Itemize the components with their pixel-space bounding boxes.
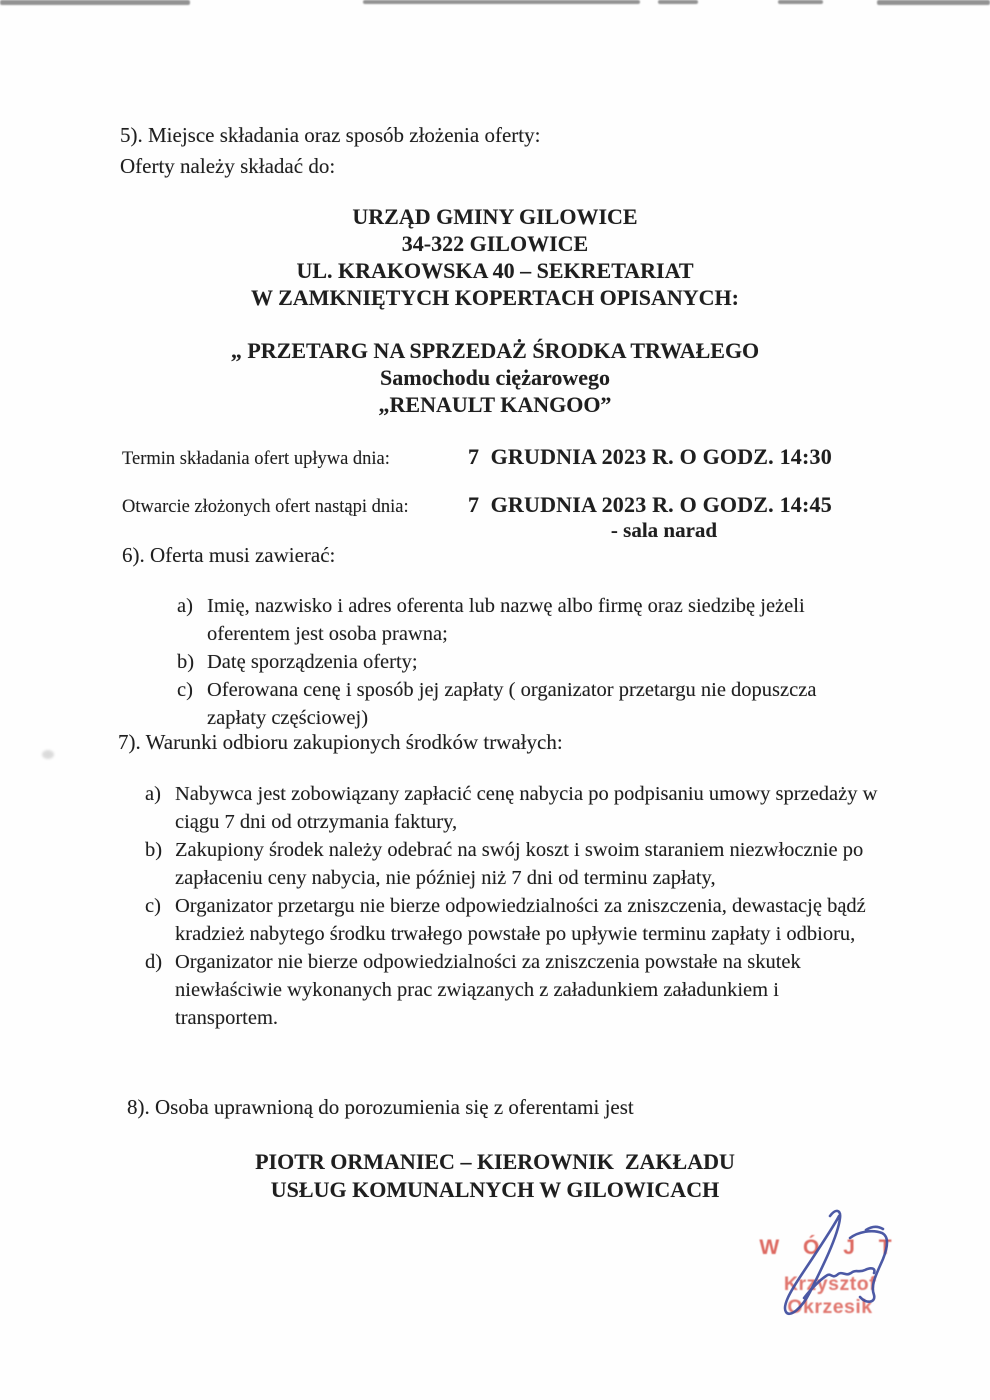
list-text: Zakupiony środek należy odebrać na swój koszt i swoim staraniem niezwłocznie po zapłaceniu ceny nabycia, nie później niż 7 dni od terminu zapłaty, bbox=[175, 839, 864, 889]
list-item bbox=[177, 648, 879, 676]
list-item bbox=[177, 676, 879, 732]
contact-person-org: USŁUG KOMUNALNYCH W GILOWICACH bbox=[270, 1177, 720, 1202]
section5-heading: 5). Miejsce składania oraz sposób złożenia oferty: bbox=[120, 123, 541, 147]
list-item bbox=[177, 592, 879, 648]
office-address-block bbox=[0, 203, 990, 311]
submission-deadline-row bbox=[122, 444, 882, 470]
list-marker: b) bbox=[177, 651, 195, 673]
list-marker: d) bbox=[145, 951, 163, 973]
list-item bbox=[145, 892, 881, 948]
list-text: Organizator przetargu nie bierze odpowiedzialności za zniszczenia, dewastację bądź kradzież nabytego środku trwałego powstałe po upływie terminu zapłaty i odbioru, bbox=[175, 895, 866, 945]
auction-title-line1: „ PRZETARG NA SPRZEDAŻ ŚRODKA TRWAŁEGO bbox=[230, 338, 760, 363]
opening-location: - sala narad bbox=[610, 518, 718, 542]
list-text: Datę sporządzenia oferty; bbox=[207, 651, 418, 673]
office-postcode: 34-322 GILOWICE bbox=[401, 231, 589, 256]
scan-artifact bbox=[658, 0, 698, 4]
list-marker: a) bbox=[145, 783, 161, 805]
opening-deadline-value: 7 GRUDNIA 2023 R. O GODZ. 14:45 bbox=[468, 492, 832, 517]
office-name: URZĄD GMINY GILOWICE bbox=[352, 204, 638, 229]
list-item bbox=[145, 948, 881, 1032]
submission-deadline-value: 7 GRUDNIA 2023 R. O GODZ. 14:30 bbox=[468, 444, 832, 469]
auction-title-block bbox=[0, 337, 990, 418]
section6-heading: 6). Oferta musi zawierać: bbox=[122, 543, 336, 567]
list-item bbox=[145, 836, 881, 892]
list-text: Organizator nie bierze odpowiedzialności za zniszczenia powstałe na skutek niewłaściwie wykonanych prac związanych z załadunkiem załadunkiem i transportem. bbox=[175, 951, 801, 1029]
list-marker: c) bbox=[145, 895, 161, 917]
contact-person-block bbox=[0, 1148, 990, 1204]
scan-artifact bbox=[42, 750, 54, 759]
section5-intro bbox=[120, 120, 540, 182]
section7-heading: 7). Warunki odbioru zakupionych środków trwałych: bbox=[118, 730, 563, 754]
stamp-name: Krzysztof Okrzesik bbox=[783, 1273, 877, 1318]
contact-person-name: PIOTR ORMANIEC – KIEROWNIK ZAKŁADU bbox=[255, 1149, 735, 1174]
opening-deadline-row bbox=[122, 492, 882, 518]
list-text: Nabywca jest zobowiązany zapłacić cenę nabycia po podpisaniu umowy sprzedaży w ciągu 7 dni od otrzymania faktury, bbox=[175, 783, 878, 833]
auction-title-line3: „RENAULT KANGOO” bbox=[378, 392, 612, 417]
list-text: Imię, nazwisko i adres oferenta lub nazwę albo firmę oraz siedzibę jeżeli oferentem jest osoba prawna; bbox=[207, 595, 805, 645]
office-street: UL. KRAKOWSKA 40 – SEKRETARIAT bbox=[296, 258, 694, 283]
list-item bbox=[145, 780, 881, 836]
scan-artifact bbox=[877, 0, 990, 5]
section7-list bbox=[145, 780, 881, 1032]
list-marker: a) bbox=[177, 595, 193, 617]
scan-artifact bbox=[0, 0, 190, 5]
section8-heading: 8). Osoba uprawnioną do porozumienia się z oferentami jest bbox=[127, 1095, 634, 1119]
scan-artifact bbox=[363, 0, 640, 4]
stamp-title: W Ó J T bbox=[759, 1236, 901, 1259]
envelope-instruction: W ZAMKNIĘTYCH KOPERTACH OPISANYCH: bbox=[251, 285, 739, 310]
list-text: Oferowana cenę i sposób jej zapłaty ( organizator przetargu nie dopuszcza zapłaty częściowej) bbox=[207, 679, 817, 729]
list-marker: c) bbox=[177, 679, 193, 701]
submission-deadline-label: Termin składania ofert upływa dnia: bbox=[122, 449, 390, 469]
section6-list bbox=[177, 592, 879, 732]
official-stamp bbox=[742, 1236, 918, 1319]
auction-title-line2: Samochodu ciężarowego bbox=[380, 365, 610, 390]
list-marker: b) bbox=[145, 839, 163, 861]
opening-deadline-label: Otwarcie złożonych ofert nastąpi dnia: bbox=[122, 497, 409, 517]
scan-artifact bbox=[778, 0, 823, 4]
section5-subheading: Oferty należy składać do: bbox=[120, 154, 336, 178]
